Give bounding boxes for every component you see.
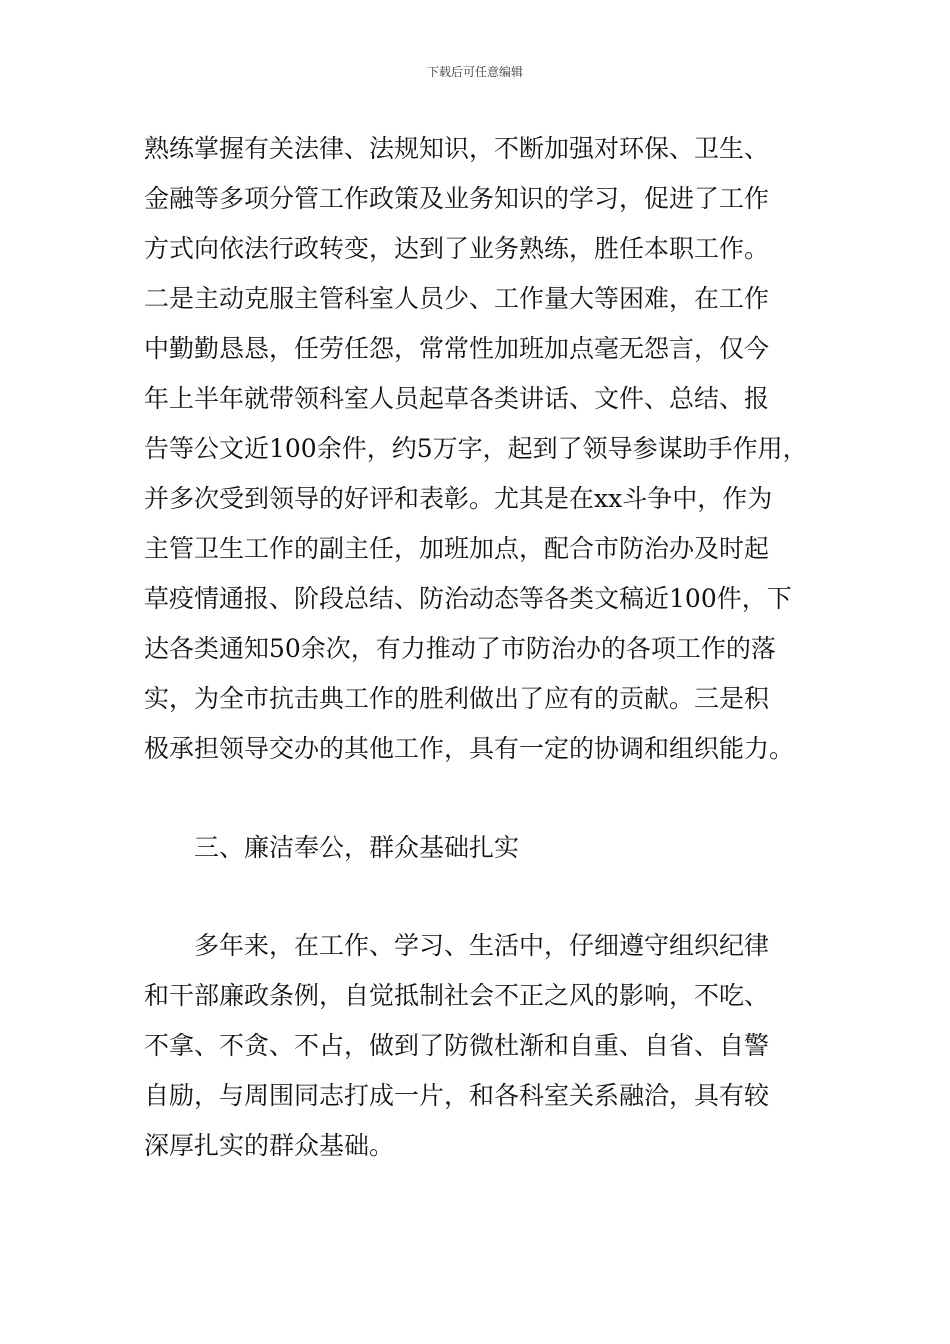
text-line: 金融等多项分管工作政策及业务知识的学习，促进了工作	[144, 184, 770, 213]
text-line: 实，为全市抗击典工作的胜利做出了应有的贡献。三是积	[144, 684, 770, 713]
text-line: 二是主动克服主管科室人员少、工作量大等困难，在工作	[144, 284, 770, 313]
text-line: 中勤勤恳恳，任劳任怨，常常性加班加点毫无怨言，仅今	[144, 334, 770, 363]
text-line: 主管卫生工作的副主任，加班加点，配合市防治办及时起	[144, 534, 770, 563]
text-line: 告等公文近100余件，约5万字，起到了领导参谋助手作用，	[144, 434, 808, 463]
body-paragraph-2	[144, 921, 824, 1171]
text-line: 不拿、不贪、不占，做到了防微杜渐和自重、自省、自警	[144, 1031, 770, 1060]
text-line: 达各类通知50余次，有力推动了市防治办的各项工作的落	[144, 634, 776, 663]
text-line: 并多次受到领导的好评和表彰。尤其是在xx斗争中，作为	[144, 484, 773, 513]
section-heading-text: 三、廉洁奉公，群众基础扎实	[194, 833, 520, 862]
text-line: 深厚扎实的群众基础。	[144, 1131, 395, 1160]
body-paragraph-1	[144, 124, 824, 774]
text-line: 自励，与周围同志打成一片，和各科室关系融洽，具有较	[144, 1081, 770, 1110]
text-line: 和干部廉政条例，自觉抵制社会不正之风的影响，不吃、	[144, 981, 770, 1010]
text-line: 年上半年就带领科室人员起草各类讲话、文件、总结、报	[144, 384, 770, 413]
text-line: 方式向依法行政转变，达到了业务熟练，胜任本职工作。	[144, 234, 770, 263]
section-heading	[194, 823, 874, 873]
text-line: 多年来，在工作、学习、生活中，仔细遵守组织纪律	[144, 931, 770, 960]
text-line: 草疫情通报、阶段总结、防治动态等各类文稿近100件，下	[144, 584, 792, 613]
text-line: 极承担领导交办的其他工作，具有一定的协调和组织能力。	[144, 734, 795, 763]
text-line: 熟练掌握有关法律、法规知识，不断加强对环保、卫生、	[144, 134, 770, 163]
page-header: 下载后可任意编辑	[426, 65, 523, 79]
